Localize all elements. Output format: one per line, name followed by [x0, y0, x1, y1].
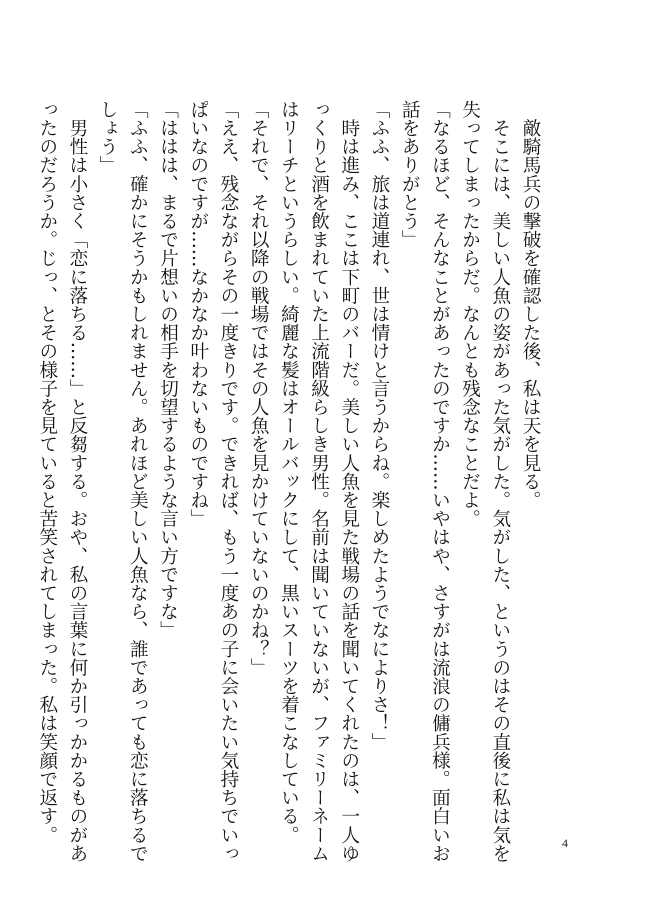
text-line: そこには、美しい人魚の姿があった気がした。気がした、というのはその直後に私は気を [489, 100, 511, 863]
text-line: しょう」 [97, 100, 119, 175]
text-line: ったのだろうか。じっ、とその様子を見ていると苦笑されてしまった。私は笑顔で返す。 [36, 100, 58, 844]
text-line: 「なるほど、そんなことがあったのですか……いやはや、さすがは流浪の傭兵様。面白いお [429, 100, 451, 863]
text-line: 「それで、それ以降の戦場ではその人魚を見かけていないのかね？」 [248, 100, 270, 677]
vertical-text-body [36, 100, 545, 863]
text-line: 失ってしまったからだ。なんとも残念なことだよ。 [459, 100, 481, 528]
text-line: 時は進み、ここは下町のバーだ。美しい人魚を見た戦場の話を聞いてくれたのは、一人ゆ [338, 100, 360, 863]
text-line: 話をありがとう」 [399, 100, 421, 249]
text-line: 敵騎馬兵の撃破を確認した後、私は天を見る。 [520, 100, 541, 510]
text-line: 「ええ、残念ながらその一度きりです。できれば、もう一度あの子に会いたい気持ちでいっ [217, 100, 239, 863]
text-line: 「ふふ、確かにそうかもしれません。あれほど美しい人魚なら、誰であっても恋に落ちるで [127, 100, 149, 863]
page-number: 4 [562, 836, 568, 850]
text-line: ぱいなのですが……なかなか叶わないものですね」 [187, 100, 209, 528]
text-line: はリーチというらしい。綺麗な髪はオールバックにして、黒いスーツを着こなしている。 [278, 100, 300, 844]
text-line: っくりと酒を飲まれていた上流階級らしき男性。名前は聞いていないが、ファミリーネーム [308, 100, 330, 863]
text-line: 「ふふ、旅は道連れ、世は情けと言うからね。楽しめたようでなによりさ！」 [368, 100, 390, 751]
text-line: 「ははは、まるで片想いの相手を切望するような言い方ですな」 [157, 100, 179, 640]
text-line: 男性は小さく「恋に落ちる……」と反芻する。おや、私の言葉に何か引っかかるものがあ [66, 100, 88, 863]
